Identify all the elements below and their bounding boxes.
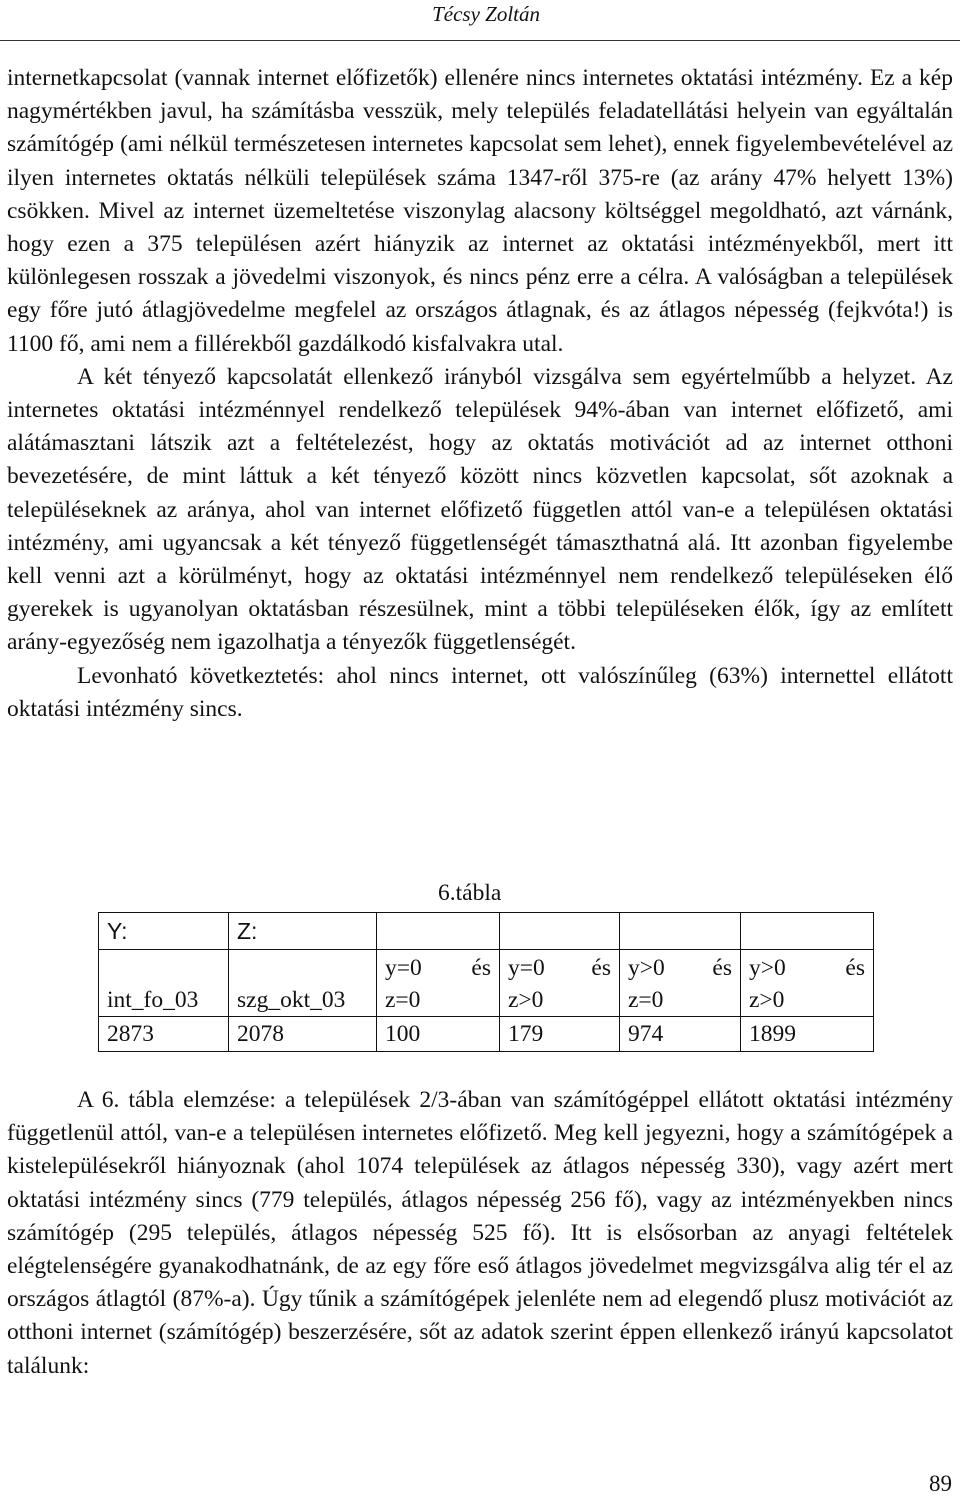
table-cell <box>620 913 741 950</box>
z-label: Z: <box>229 913 377 950</box>
condition-cell <box>500 950 620 1017</box>
table-caption: 6.tábla <box>438 880 502 906</box>
body-text-continued <box>7 1084 953 1383</box>
table-cell: 2078 <box>229 1017 377 1052</box>
condition-z: z=0 <box>628 987 664 1013</box>
paragraph-2: A két tényező kapcsolatát ellenkező irányból vizsgálva sem egyértelműbb a helyzet. Az internetes oktatási intézménnyel rendelkező települések 94%-ában van internet előfizető, ami alátámasztani látszik azt a feltételezést, hogy az oktatás motivációt ad az internet otthoni bevezetésére, de mint láttuk a két tényező között nincs közvetlen kapcsolat, sőt azoknak a településeknek az aránya, ahol van internet előfizető független attól van-e a településen oktatási intézmény, ami ugyancsak a két tényező függetlenségét támaszthatná alá. Itt azonban figyelembe kell venni azt a körülményt, hogy az oktatási intézménnyel nem rendelkező településeken élő gyerekek is ugyanolyan oktatásban részesülnek, mint a többi településeken élők, így az említett arány-egyezőség nem igazolhatja a tényezők függetlenségét. <box>7 363 953 656</box>
condition-and: és <box>471 955 491 981</box>
variable-y-name: int_fo_03 <box>99 950 229 1017</box>
table-cell: 2873 <box>99 1017 229 1052</box>
condition-z: z>0 <box>508 987 544 1013</box>
data-table <box>98 912 874 1052</box>
condition-cell <box>377 950 500 1017</box>
table-cell: 974 <box>620 1017 741 1052</box>
condition-and: és <box>712 955 732 981</box>
y-label: Y: <box>99 913 229 950</box>
condition-y: y=0 <box>508 955 545 981</box>
condition-z: z=0 <box>385 987 421 1013</box>
page-number: 89 <box>929 1471 952 1496</box>
running-header <box>0 0 960 41</box>
table-cell <box>741 913 874 950</box>
variable-z-name: szg_okt_03 <box>229 950 377 1017</box>
paragraph-4: A 6. tábla elemzése: a települések 2/3-ában van számítógéppel ellátott oktatási intézmény függetlenül attól, van-e a településen internetes előfizető. Meg kell jegyezni, hogy a számítógépek a kistelepülésekről hiányoznak (ahol 1074 települések az átlagos népesség 330), vagy azért mert oktatási intézmény sincs (779 település, átlagos népesség 256 fő), vagy az intézményekben nincs számítógép (295 település, átlagos népesség 525 fő). Itt is elsősorban az anyagi feltételek elégtelenségére gyanakodhatnánk, de az egy főre eső átlagos jövedelmet megvizsgálva alig tér el az országos átlagtól (87%-a). Úgy tűnik a számítógépek jelenléte nem ad elegendő plusz motivációt az otthoni internet (számítógép) beszerzésére, sőt az adatok szerint éppen ellenkező irányú kapcsolatot találunk: <box>7 1087 953 1379</box>
table-cell: 100 <box>377 1017 500 1052</box>
condition-y: y>0 <box>628 955 665 981</box>
condition-cell <box>741 950 874 1017</box>
condition-y: y>0 <box>749 955 786 981</box>
condition-cell <box>620 950 741 1017</box>
table-cell: 1899 <box>741 1017 874 1052</box>
table-row <box>99 913 874 950</box>
table-cell <box>500 913 620 950</box>
table-cell: 179 <box>500 1017 620 1052</box>
condition-and: és <box>591 955 611 981</box>
author-name: Técsy Zoltán <box>432 2 540 26</box>
body-text <box>7 62 953 726</box>
paragraph-3: Levonható következtetés: ahol nincs internet, ott valószínűleg (63%) internettel ellátott oktatási intézmény sincs. <box>7 662 953 722</box>
table-row <box>99 1017 874 1052</box>
table-cell <box>377 913 500 950</box>
condition-and: és <box>845 955 865 981</box>
paragraph-1: internetkapcsolat (vannak internet előfizetők) ellenére nincs internetes oktatási intézmény. Ez a kép nagymértékben javul, ha számításba vesszük, mely település feladatellátási helyein van egyáltalán számítógép (ami nélkül természetesen internetes kapcsolat sem lehet), ennek figyelembevételével az ilyen internetes oktatás nélküli települések száma 1347-ről 375-re (az arány 47% helyett 13%) csökken. Mivel az internet üzemeltetése viszonylag alacsony költséggel megoldható, azt várnánk, hogy ezen a 375 településen azért hiányzik az internet az oktatási intézményekből, mert itt különlegesen rosszak a jövedelmi viszonyok, és nincs pénz erre a célra. A valóságban a települések egy főre jutó átlagjövedelme megfelel az országos átlagnak, és az átlagos népesség (fejkvóta!) is 1100 fő, ami nem a fillérekből gazdálkodó kisfalvakra utal. <box>7 65 953 357</box>
table-row <box>99 950 874 1017</box>
condition-z: z>0 <box>749 987 785 1013</box>
condition-y: y=0 <box>385 955 422 981</box>
